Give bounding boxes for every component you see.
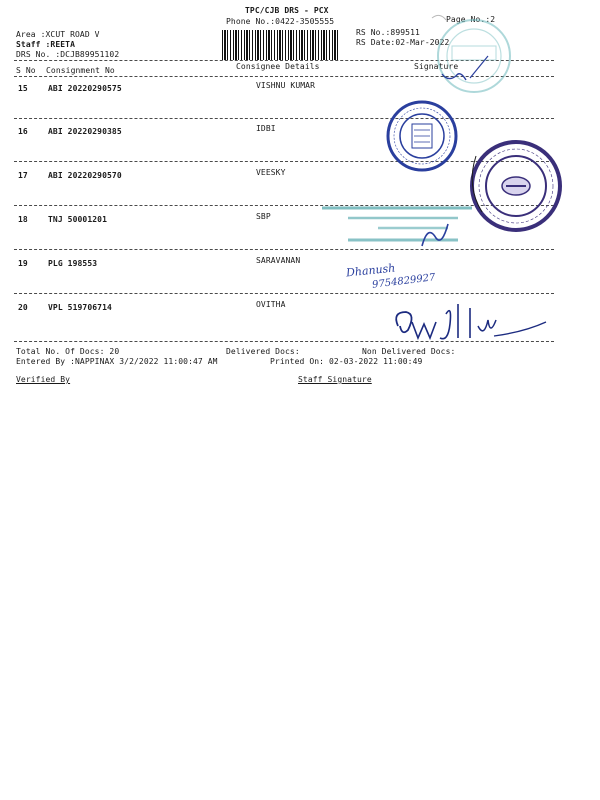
row-consignee: VEESKY: [256, 168, 286, 177]
col-sno: S No: [16, 66, 36, 75]
row-sno: 16: [18, 127, 28, 136]
phone-number: Phone No.:0422-3505555: [226, 17, 335, 26]
entered-by: Entered By :NAPPINAX 3/2/2022 11:00:47 AM: [16, 357, 218, 366]
rubber-stamp-consultancy: [462, 136, 568, 236]
barcode: [222, 30, 340, 60]
handwritten-signature: [384, 300, 554, 346]
divider: [14, 341, 554, 342]
row-consignment: ABI 20220290575: [48, 84, 122, 93]
col-consignment: Consignment No: [46, 66, 115, 75]
staff-signature-label: Staff Signature: [298, 375, 372, 384]
row-sno: 15: [18, 84, 28, 93]
row-consignment: VPL 519706714: [48, 303, 112, 312]
rs-number: RS No.:899511: [356, 28, 420, 37]
row-sno: 20: [18, 303, 28, 312]
row-consignment: PLG 198553: [48, 259, 98, 268]
col-signature: Signature: [414, 62, 459, 71]
row-consignment: ABI 20220290570: [48, 171, 122, 180]
row-consignee: IDBI: [256, 124, 276, 133]
handwritten-name: Dhanush: [345, 261, 396, 280]
row-consignee: SARAVANAN: [256, 256, 301, 265]
row-sno: 17: [18, 171, 28, 180]
divider: [14, 293, 554, 294]
row-consignment: TNJ 50001201: [48, 215, 107, 224]
col-consignee: Consignee Details: [236, 62, 320, 71]
divider: [14, 60, 554, 61]
rubber-stamp-pharma: [318, 200, 498, 250]
verified-by: Verified By: [16, 375, 71, 384]
printed-on: Printed On: 02-03-2022 11:00:49: [270, 357, 423, 366]
document-title: TPC/CJB DRS - PCX: [245, 6, 329, 15]
divider: [14, 205, 554, 206]
row-consignee: VISHNU KUMAR: [256, 81, 315, 90]
rs-date: RS Date:02-Mar-2022: [356, 38, 450, 47]
rubber-stamp-insurance: [384, 98, 460, 174]
page-number: Page No.:2: [446, 15, 496, 24]
area-label: Area :XCUT ROAD V: [16, 30, 100, 39]
drs-number: DRS No. :DCJB89951102: [16, 50, 120, 59]
non-delivered-docs: Non Delivered Docs:: [362, 347, 456, 356]
staff-label: Staff :REETA: [16, 40, 75, 49]
row-consignment: ABI 20220290385: [48, 127, 122, 136]
total-docs: Total No. Of Docs: 20: [16, 347, 120, 356]
divider: [14, 76, 554, 77]
row-sno: 19: [18, 259, 28, 268]
row-sno: 18: [18, 215, 28, 224]
divider: [14, 161, 554, 162]
row-consignee: SBP: [256, 212, 271, 221]
divider: [14, 249, 554, 250]
handwritten-phone: 9754829927: [371, 272, 437, 291]
divider: [14, 118, 554, 119]
row-consignee: OVITHA: [256, 300, 286, 309]
delivered-docs: Delivered Docs:: [226, 347, 300, 356]
